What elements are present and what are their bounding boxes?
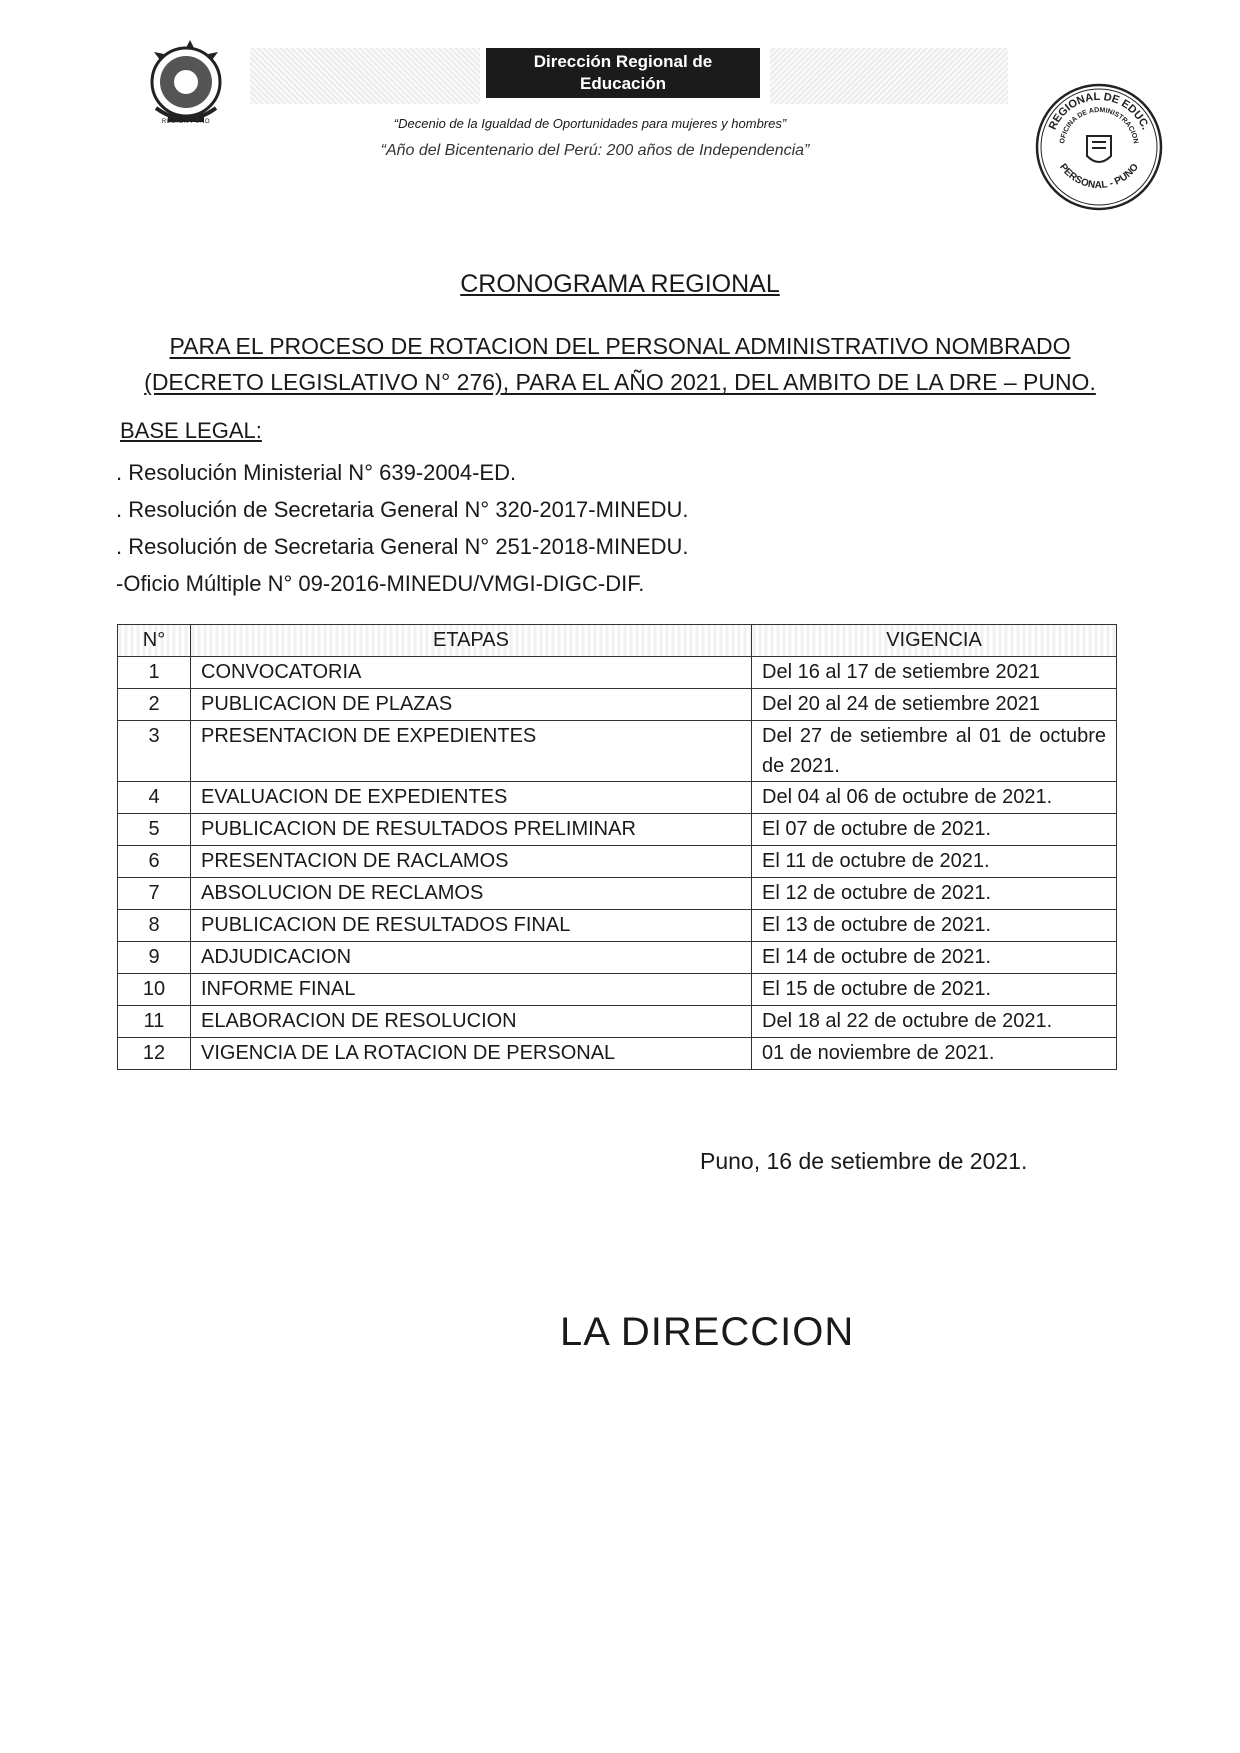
signatory: LA DIRECCION [560,1310,855,1354]
row-stage: VIGENCIA DE LA ROTACION DE PERSONAL [191,1038,752,1070]
row-number: 12 [118,1038,191,1070]
row-stage: PRESENTACION DE RACLAMOS [191,846,752,878]
row-stage: INFORME FINAL [191,974,752,1006]
legal-reference: . Resolución Ministerial N° 639-2004-ED. [116,460,517,485]
row-stage: ADJUDICACION [191,942,752,974]
banner-line-1: Dirección Regional de [533,52,713,71]
row-number: 3 [118,721,191,782]
row-stage: CONVOCATORIA [191,657,752,689]
header-number: N° [118,625,191,657]
row-number: 11 [118,1006,191,1038]
place-and-date: Puno, 16 de setiembre de 2021. [700,1148,1028,1174]
row-number: 5 [118,814,191,846]
row-date: Del 18 al 22 de octubre de 2021. [752,1006,1117,1038]
row-number: 7 [118,878,191,910]
banner-texture-left [250,48,480,104]
row-number: 6 [118,846,191,878]
table-row [118,846,1117,878]
table-row [118,657,1117,689]
table-row [118,942,1117,974]
banner-texture-right [770,48,1008,104]
row-number: 10 [118,974,191,1006]
row-date: Del 20 al 24 de setiembre 2021 [752,689,1117,721]
banner-line-2: Educación [580,74,666,93]
row-date: Del 04 al 06 de octubre de 2021. [752,782,1117,814]
decade-motto: “Decenio de la Igualdad de Oportunidades para mujeres y hombres” [393,116,787,131]
base-legal-list [116,454,689,602]
row-number: 1 [118,657,191,689]
row-number: 8 [118,910,191,942]
table-row [118,1038,1117,1070]
document-title: CRONOGRAMA REGIONAL [460,270,780,298]
stamp-text-bottom: PERSONAL - PUNO [1057,161,1141,192]
row-date: El 15 de octubre de 2021. [752,974,1117,1006]
header-validity: VIGENCIA [752,625,1117,657]
legal-reference: . Resolución de Secretaria General N° 320-2017-MINEDU. [116,497,689,522]
row-date: El 11 de octubre de 2021. [752,846,1117,878]
row-number: 4 [118,782,191,814]
legal-reference: -Oficio Múltiple N° 09-2016-MINEDU/VMGI-DIGC-DIF. [116,571,645,596]
svg-text:PERSONAL - PUNO [1057,162,1141,191]
header-stages: ETAPAS [191,625,752,657]
table-row [118,782,1117,814]
row-number: 9 [118,942,191,974]
table-row [118,974,1117,1006]
row-stage: PUBLICACION DE RESULTADOS PRELIMINAR [191,814,752,846]
row-date: El 07 de octubre de 2021. [752,814,1117,846]
row-date: El 13 de octubre de 2021. [752,910,1117,942]
personnel-office-stamp [1032,80,1166,214]
table-row [118,910,1117,942]
row-stage: PRESENTACION DE EXPEDIENTES [191,721,752,782]
table-header-row [118,625,1117,657]
row-date: Del 27 de setiembre al 01 de octubre de 2021. [752,721,1117,782]
row-stage: ELABORACION DE RESOLUCION [191,1006,752,1038]
row-number: 2 [118,689,191,721]
table-row [118,721,1117,782]
table-row [118,878,1117,910]
schedule-table [117,624,1117,1070]
stamp-text-middle: OFICINA DE ADMINISTRACION [1059,106,1139,145]
legal-reference: . Resolución de Secretaria General N° 251-2018-MINEDU. [116,534,689,559]
row-date: El 14 de octubre de 2021. [752,942,1117,974]
institution-banner [486,48,760,98]
row-stage: PUBLICACION DE PLAZAS [191,689,752,721]
subtitle-line-2: (DECRETO LEGISLATIVO N° 276), PARA EL AÑO 2021, DEL AMBITO DE LA DRE – PUNO. [144,369,1096,395]
table-row [118,689,1117,721]
table-row [118,1006,1117,1038]
row-stage: EVALUACION DE EXPEDIENTES [191,782,752,814]
document-subtitle [110,328,1130,400]
row-date: Del 16 al 17 de setiembre 2021 [752,657,1117,689]
base-legal-heading: BASE LEGAL: [120,418,262,443]
year-motto: “Año del Bicentenario del Perú: 200 años de Independencia” [380,142,810,159]
row-date: 01 de noviembre de 2021. [752,1038,1117,1070]
row-date: El 12 de octubre de 2021. [752,878,1117,910]
logo-caption: REGIÓN PUNO [161,119,211,125]
stamp-text-top: REGIONAL DE EDUC. [1046,90,1152,132]
row-stage: ABSOLUCION DE RECLAMOS [191,878,752,910]
table-row [118,814,1117,846]
subtitle-line-1: PARA EL PROCESO DE ROTACION DEL PERSONAL ADMINISTRATIVO NOMBRADO [169,333,1071,359]
row-stage: PUBLICACION DE RESULTADOS FINAL [191,910,752,942]
